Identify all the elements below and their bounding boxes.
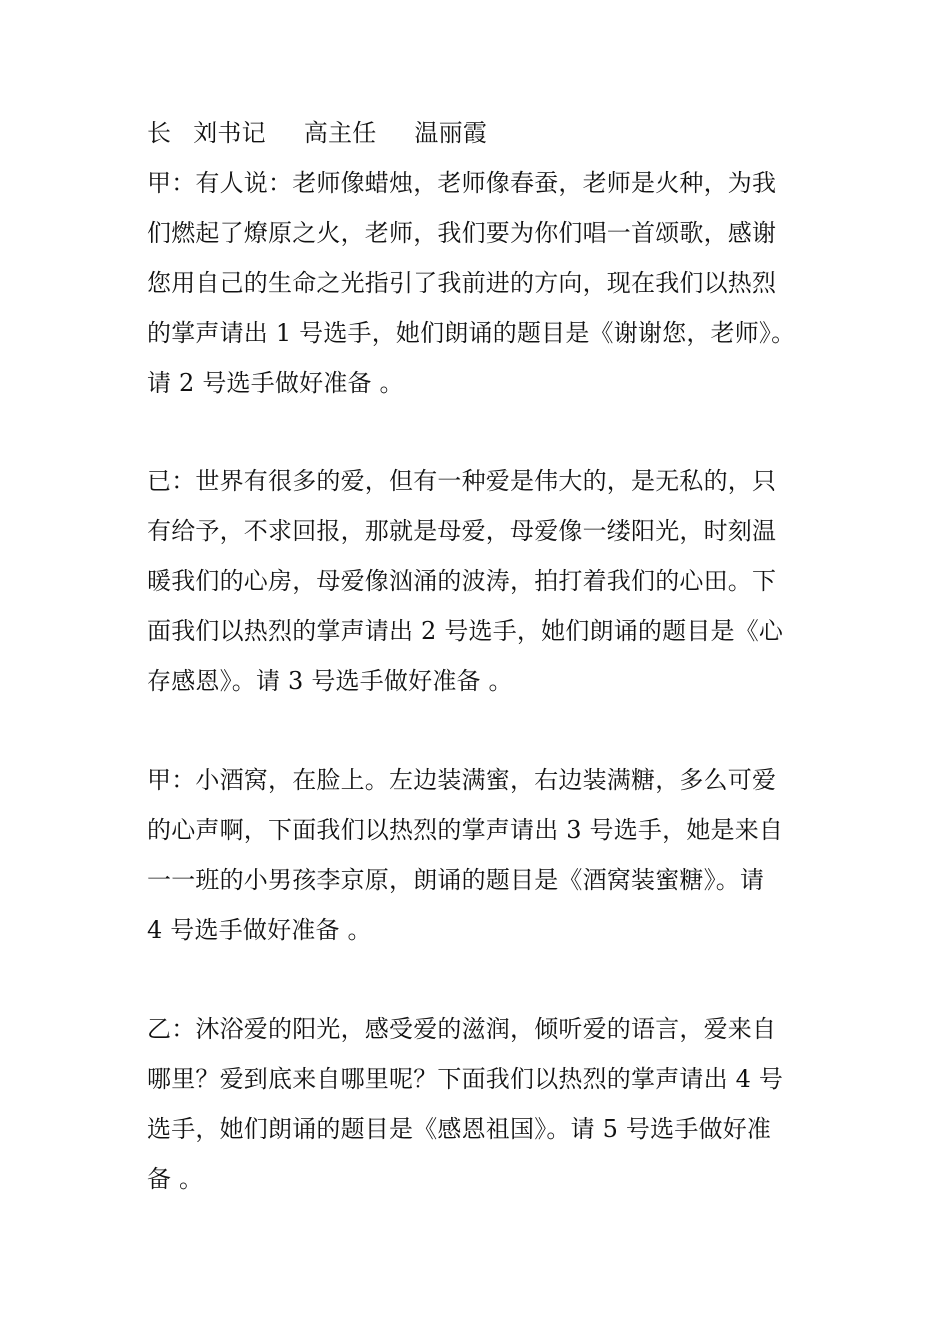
paragraph-line: 的掌声请出 1 号选手，她们朗诵的题目是《谢谢您，老师》。 (147, 319, 796, 347)
paragraph-line: 您用自己的生命之光指引了我前进的方向，现在我们以热烈 (147, 269, 777, 297)
header-name-3: 温丽霞 (414, 119, 488, 147)
paragraph-line: 备 。 (147, 1165, 204, 1193)
paragraph-line: 的心声啊，下面我们以热烈的掌声请出 3 号选手，她是来自 (147, 816, 784, 844)
paragraph-line: 面我们以热烈的掌声请出 2 号选手，她们朗诵的题目是《心 (147, 617, 784, 645)
header-line (147, 118, 827, 148)
paragraph-line: 有给予，不求回报，那就是母爱，母爱像一缕阳光，时刻温 (147, 517, 777, 545)
header-prefix: 长 (147, 119, 172, 147)
paragraph-line: 选手，她们朗诵的题目是《感恩祖国》。请 5 号选手做好准 (147, 1115, 772, 1143)
paragraph-line: 甲：有人说：老师像蜡烛，老师像春蚕，老师是火种，为我 (147, 169, 777, 197)
paragraph-line: 4 号选手做好准备 。 (147, 916, 372, 944)
paragraph-line: 请 2 号选手做好准备 。 (147, 369, 404, 397)
paragraph-line: 们燃起了燎原之火，老师，我们要为你们唱一首颂歌，感谢 (147, 219, 777, 247)
header-name-1: 刘书记 (193, 119, 266, 147)
paragraph-line: 一一班的小男孩李京原，朗诵的题目是《酒窝装蜜糖》。请 (147, 866, 765, 894)
paragraph-line: 哪里？爱到底来自哪里呢？下面我们以热烈的掌声请出 4 号 (147, 1065, 784, 1093)
paragraph-line: 甲：小酒窝，在脸上。左边装满蜜，右边装满糖，多么可爱 (147, 766, 777, 794)
header-name-2: 高主任 (303, 119, 377, 147)
paragraph-line: 已：世界有很多的爱，但有一种爱是伟大的，是无私的，只 (147, 467, 777, 495)
paragraph-line: 存感恩》。请 3 号选手做好准备 。 (147, 667, 513, 695)
paragraph-line: 乙：沐浴爱的阳光，感受爱的滋润，倾听爱的语言，爱来自 (147, 1015, 777, 1043)
paragraph-line: 暖我们的心房，母爱像汹涌的波涛，拍打着我们的心田。下 (147, 567, 777, 595)
